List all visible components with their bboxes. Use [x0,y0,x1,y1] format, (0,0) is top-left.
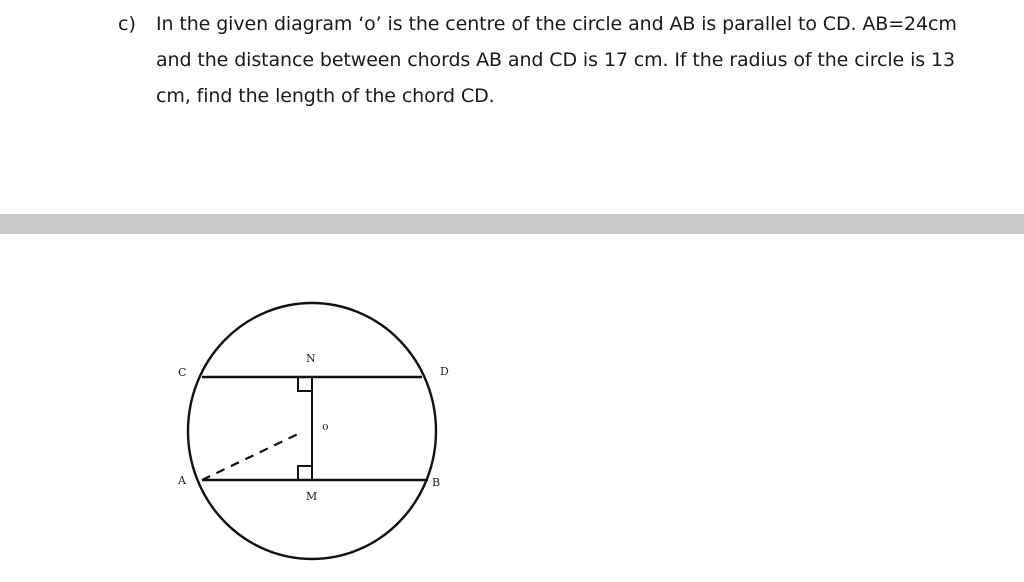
point-m-label: M [306,490,318,503]
question-text: In the given diagram ‘o’ is the centre of the circle and AB is parallel to CD. AB=24cm and the distance between chords AB and CD is 17 cm. If the radius of the circle is 13 cm, find the length of the chord CD. [156,13,957,107]
point-d-label: D [440,365,449,378]
section-divider [0,214,1024,234]
right-angle-n [298,377,312,391]
point-c-label: C [178,366,187,379]
question-label: c) [118,13,136,35]
point-n-label: N [306,352,316,365]
segment-oa-dashed [202,433,300,480]
point-a-label: A [178,474,186,487]
circle-diagram-svg [160,290,460,578]
point-o-label: o [322,420,329,433]
point-b-label: B [432,476,441,489]
right-angle-m [298,466,312,480]
circle-diagram [160,290,460,578]
